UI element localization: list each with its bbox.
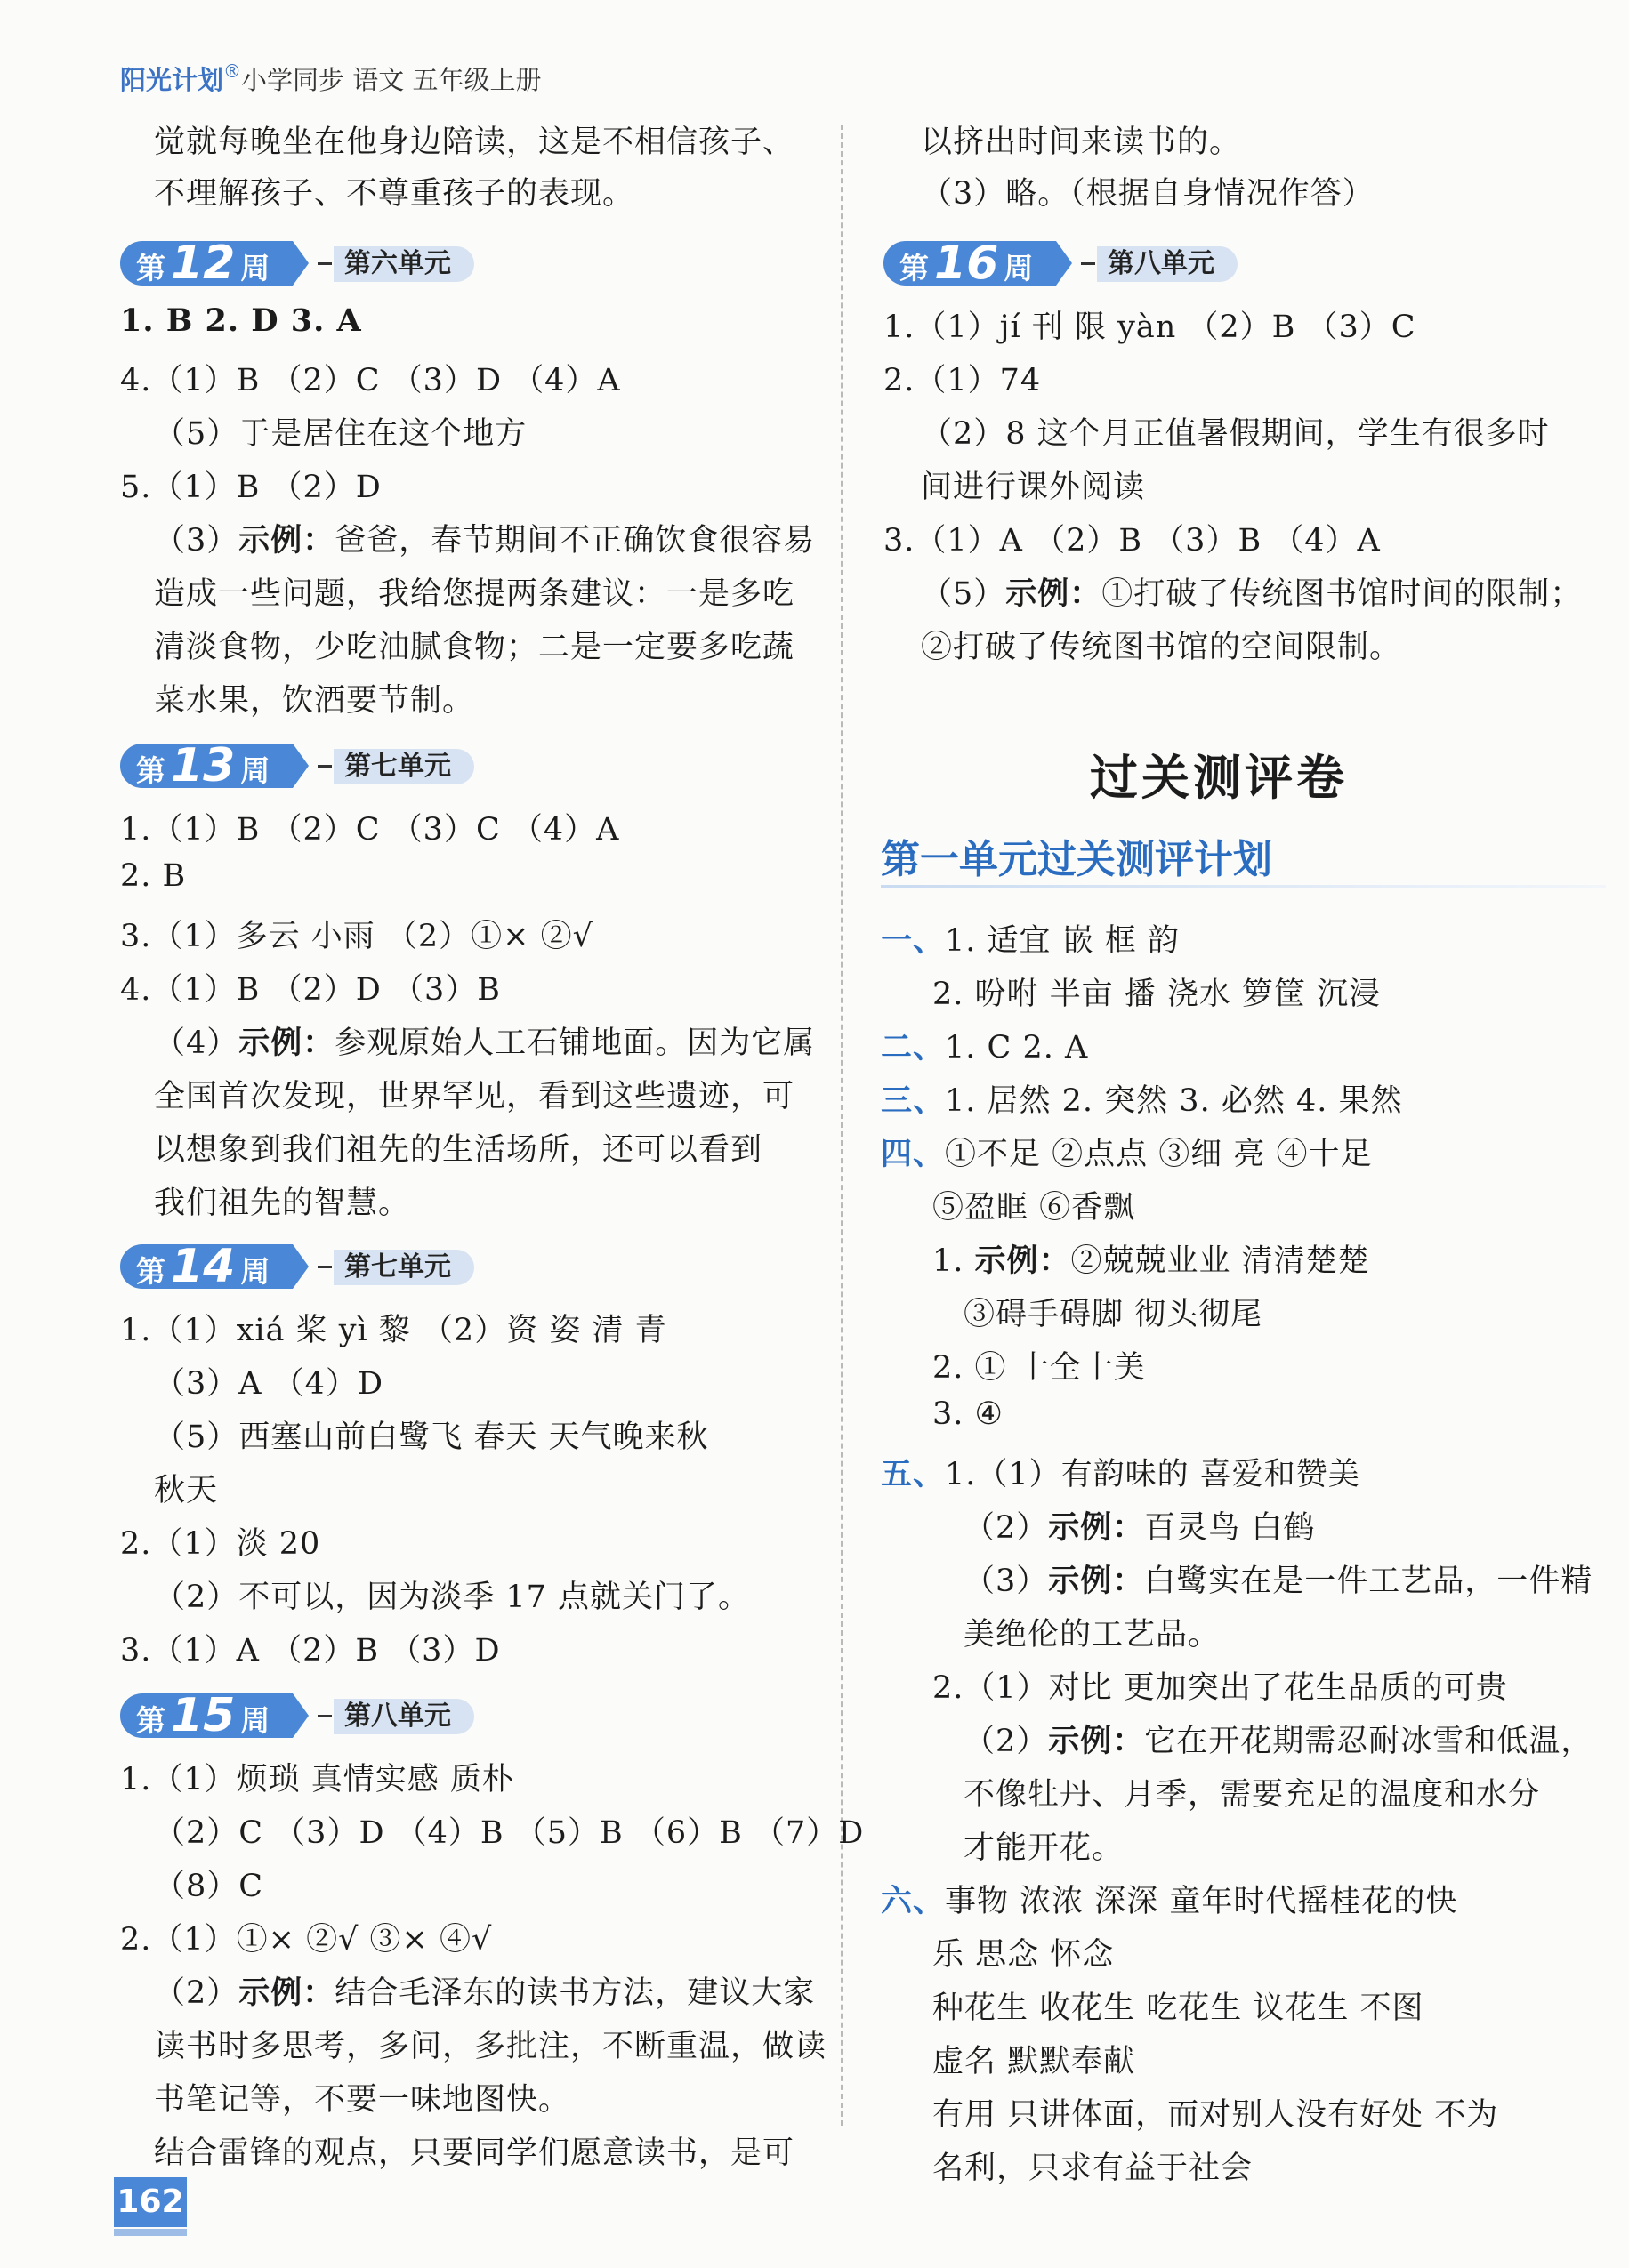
page-header	[120, 60, 541, 97]
answer-line: 1. B 2. D 3. A	[120, 302, 362, 339]
answer-line: 种花生 收花生 吃花生 议花生 不图	[932, 1991, 1424, 2026]
answer-line: （5）于是居住在这个地方	[154, 416, 528, 452]
example-label: 示例：	[238, 1025, 335, 1061]
answer-line: 1.（1）jí 刊 限 yàn （2）B （3）C	[883, 310, 1416, 345]
answer-line: 2.（1）淡 20	[120, 1526, 321, 1562]
answer-line: 2. B	[120, 858, 187, 894]
answer-line: 书笔记等，不要一味地图快。	[154, 2082, 571, 2118]
answer-line: 2. 吩咐 半亩 播 浇水 箩筐 沉浸	[932, 977, 1382, 1012]
answer-line: 不像牡丹、月季，需要充足的温度和水分	[964, 1777, 1541, 1813]
unit-label: 第七单元	[344, 1251, 451, 1283]
answer-line: （2）不可以，因为淡季 17 点就关门了。	[154, 1580, 751, 1615]
example-label: 示例：	[1005, 576, 1102, 612]
answer-line: （2）示例：它在开花期需忍耐冰雪和低温，	[964, 1724, 1593, 1759]
answer-line: 4.（1）B （2）D （3）B	[120, 972, 501, 1008]
week-14-header: 第 14 周 第七单元	[120, 1239, 476, 1294]
example-label: 示例：	[1048, 1510, 1145, 1546]
page-number: 162	[114, 2177, 187, 2227]
answer-line: 结合雷锋的观点，只要同学们愿意读书，是可	[154, 2135, 795, 2171]
answer-line: 1.（1）xiá 桨 yì 黎 （2）资 姿 清 青	[120, 1313, 667, 1348]
answer-line: 造成一些问题，我给您提两条建议：一是多吃	[154, 576, 795, 612]
page-number-bar	[114, 2229, 187, 2236]
unit-test-title: 第一单元过关测评计划	[881, 837, 1272, 882]
answer-line: 3.（1）多云 小雨 （2）①× ②√	[120, 919, 593, 954]
answer-line: 读书时多思考，多问，多批注，不断重温，做读	[154, 2029, 827, 2064]
answer-line: 名利，只求有益于社会	[932, 2151, 1254, 2186]
answer-line: 2.（1）对比 更加突出了花生品质的可贵	[932, 1670, 1508, 1706]
example-label: 示例：	[974, 1243, 1071, 1279]
answer-line: 2. ① 十全十美	[932, 1350, 1146, 1386]
answer-line: 才能开花。	[964, 1830, 1125, 1866]
answer-line: 菜水果，饮酒要节制。	[154, 683, 475, 719]
example-label: 示例：	[238, 523, 335, 559]
week-12-header: 第 12 周 第六单元	[120, 236, 476, 291]
week-13-header: 第 13 周 第七单元	[120, 738, 476, 793]
answer-line: 4.（1）B （2）C （3）D （4）A	[120, 363, 621, 398]
continued-line: 不理解孩子、不尊重孩子的表现。	[154, 176, 635, 212]
answer-line: 1.（1）烦琐 真情实感 质朴	[120, 1762, 514, 1798]
answer-line: 2.（1）①× ②√ ③× ④√	[120, 1922, 493, 1958]
answer-line: 2.（1）74	[883, 363, 1042, 398]
unit-label: 第七单元	[344, 751, 451, 782]
answer-line: 5.（1）B （2）D	[120, 470, 382, 505]
answer-line: 全国首次发现，世界罕见，看到这些遗迹，可	[154, 1079, 795, 1114]
answer-line: 二、1. C 2. A	[881, 1029, 1089, 1066]
unit-label: 第六单元	[344, 248, 451, 279]
unit-label: 第八单元	[1108, 248, 1214, 279]
answer-line: （3）A （4）D	[154, 1366, 383, 1402]
answer-line: 一、1. 适宜 嵌 框 韵	[881, 922, 1180, 959]
answer-line: （5）西塞山前白鹭飞 春天 天气晚来秋	[154, 1420, 709, 1455]
answer-line: 有用 只讲体面，而对别人没有好处 不为	[932, 2097, 1499, 2133]
answer-line: （2）示例：结合毛泽东的读书方法，建议大家	[154, 1975, 816, 2011]
answer-line: 虚名 默默奉献	[932, 2044, 1136, 2079]
answer-line: 乐 思念 怀念	[932, 1937, 1115, 1973]
answer-line: 三、1. 居然 2. 突然 3. 必然 4. 果然	[881, 1082, 1403, 1119]
answer-line: ③碍手碍脚 彻头彻尾	[964, 1297, 1263, 1332]
answer-line: 美绝伦的工艺品。	[964, 1617, 1221, 1653]
registered-mark: ®	[223, 60, 242, 82]
week-16-header: 第 16 周 第八单元	[883, 236, 1239, 291]
example-label: 示例：	[1048, 1564, 1145, 1599]
answer-line: （2）示例：百灵鸟 白鹤	[964, 1510, 1316, 1546]
answer-line: （4）示例：参观原始人工石铺地面。因为它属	[154, 1025, 816, 1061]
title-underline	[881, 885, 1606, 888]
answer-line: 六、事物 浓浓 深深 童年时代摇桂花的快	[881, 1883, 1458, 1919]
week-15-header: 第 15 周 第八单元	[120, 1688, 476, 1743]
answer-line: （3）示例：白鹭实在是一件工艺品，一件精	[964, 1564, 1593, 1599]
answer-line: ②打破了传统图书馆的空间限制。	[921, 630, 1402, 665]
answer-line: 四、①不足 ②点点 ③细 亮 ④十足	[881, 1136, 1373, 1172]
test-section-title: 过关测评卷	[1090, 749, 1348, 806]
answer-line: （3）示例：爸爸，春节期间不正确饮食很容易	[154, 523, 816, 559]
book-title: 小学同步 语文 五年级上册	[241, 65, 542, 95]
answer-line: 1. 示例：②兢兢业业 清清楚楚	[932, 1243, 1370, 1279]
answer-line: 间进行课外阅读	[921, 470, 1146, 505]
brand-name: 阳光计划	[120, 65, 224, 95]
answer-line: 我们祖先的智慧。	[154, 1186, 411, 1221]
continued-line: 觉就每晚坐在他身边陪读，这是不相信孩子、	[154, 125, 795, 160]
answer-line: 以想象到我们祖先的生活场所，还可以看到	[154, 1132, 763, 1168]
answer-line: （2）C （3）D （4）B （5）B （6）B （7）D	[154, 1815, 865, 1851]
example-label: 示例：	[238, 1975, 335, 2011]
answer-line: 3.（1）A （2）B （3）B （4）A	[883, 523, 1381, 559]
continued-line: 以挤出时间来读书的。	[921, 125, 1242, 160]
answer-line: （2）8 这个月正值暑假期间，学生有很多时	[921, 416, 1550, 452]
answer-line: 秋天	[154, 1473, 219, 1508]
answer-line: （5）示例：①打破了传统图书馆时间的限制；	[921, 576, 1583, 612]
answer-line: 3. ④	[932, 1396, 1004, 1432]
answer-line: 1.（1）B （2）C （3）C （4）A	[120, 812, 620, 848]
answer-line: 3.（1）A （2）B （3）D	[120, 1633, 501, 1669]
answer-line: 清淡食物，少吃油腻食物；二是一定要多吃蔬	[154, 630, 795, 665]
answer-line: ⑤盈眶 ⑥香飘	[932, 1190, 1136, 1226]
example-label: 示例：	[1048, 1724, 1145, 1759]
unit-label: 第八单元	[344, 1701, 451, 1732]
answer-line: 五、1.（1）有韵味的 喜爱和赞美	[881, 1456, 1360, 1492]
answer-line: （8）C	[154, 1869, 264, 1904]
continued-line: （3）略。（根据自身情况作答）	[921, 176, 1375, 212]
